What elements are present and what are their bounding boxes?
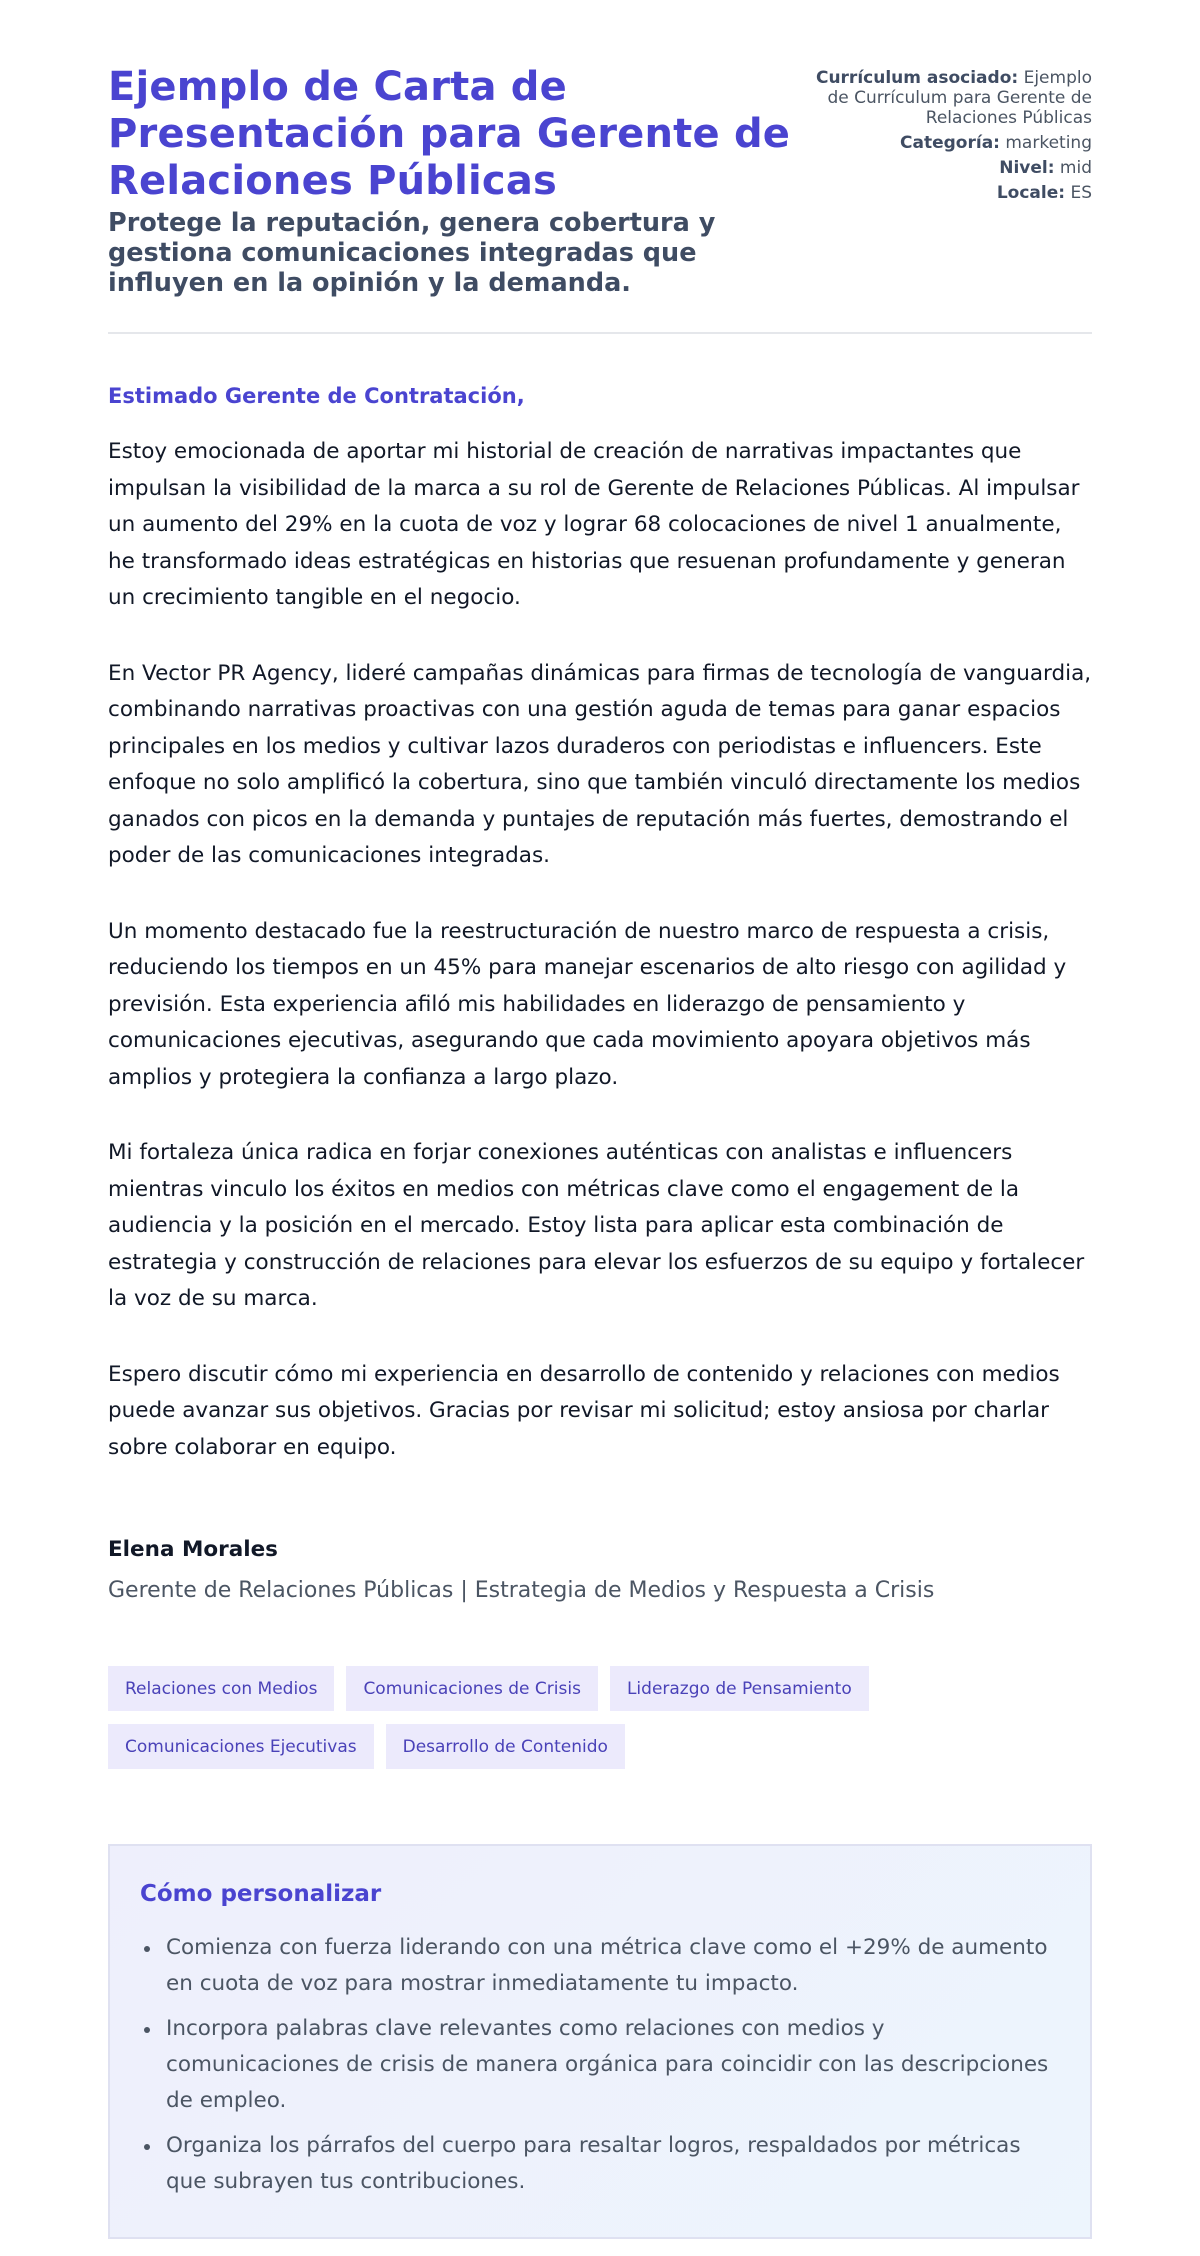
meta-key: Categoría: xyxy=(900,133,1000,153)
letter-paragraph: Espero discutir cómo mi experiencia en desarrollo de contenido y relaciones con medios puede avanzar sus objetivos. Gracias por revisar mi solicitud; estoy ansiosa por charlar sobre colaborar en equipo. xyxy=(108,1361,1060,1460)
customization-tips-box xyxy=(108,1844,1092,2239)
skill-tag: Relaciones con Medios xyxy=(108,1666,334,1711)
meta-value: marketing xyxy=(1005,133,1092,153)
meta-associated-resume xyxy=(802,68,1092,128)
meta-key: Locale: xyxy=(996,183,1066,203)
letter-paragraph: En Vector PR Agency, lideré campañas dinámicas para firmas de tecnología de vanguardia, combinando narrativas proactivas con una gestión aguda de temas para ganar espacios principales en los medios y cultivar lazos duraderos con periodistas e influencers. Este enfoque no solo amplificó la cobertura, sino que también vinculó directamente los medios ganados con picos en la demanda y puntajes de reputación más fuertes, demostrando el poder de las comunicaciones integradas. xyxy=(108,660,1092,868)
skill-tag: Desarrollo de Contenido xyxy=(386,1724,625,1769)
skill-tag: Comunicaciones de Crisis xyxy=(346,1666,598,1711)
signature-title: Gerente de Relaciones Públicas | Estrategia de Medios y Respuesta a Crisis xyxy=(108,1578,935,1603)
tip-item: Comienza con fuerza liderando con una métrica clave como el +29% de aumento en cuota de voz para mostrar inmediatamente tu impacto. xyxy=(140,1930,1060,2002)
meta-key: Currículum asociado: xyxy=(815,68,1019,88)
meta-value: Ejemplo de Currículum para Gerente de Relaciones Públicas xyxy=(827,68,1092,128)
meta-value: ES xyxy=(1070,183,1092,203)
tips-heading: Cómo personalizar xyxy=(140,1881,382,1907)
letter-paragraph: Un momento destacado fue la reestructuración de nuestro marco de respuesta a crisis, reduciendo los tiempos en un 45% para manejar escenarios de alto riesgo con agilidad y previsión. Esta experiencia afiló mis habilidades en liderazgo de pensamiento y comunicaciones ejecutivas, asegurando que cada movimiento apoyara objetivos más amplios y protegiera la confianza a largo plazo. xyxy=(108,918,1067,1090)
letter-paragraph: Estoy emocionada de aportar mi historial de creación de narrativas impactantes que impulsan la visibilidad de la marca a su rol de Gerente de Relaciones Públicas. Al impulsar un aumento del 29% en la cuota de voz y lograr 68 colocaciones de nivel 1 anualmente, he transformado ideas estratégicas en historias que resuenan profundamente y generan un crecimiento tangible en el negocio. xyxy=(108,439,1080,610)
meta-level xyxy=(802,158,1092,178)
metadata-panel xyxy=(802,64,1092,208)
tip-item: Incorpora palabras clave relevantes como relaciones con medios y comunicaciones de crisis de manera orgánica para coincidir con las descripciones de empleo. xyxy=(140,2011,1060,2119)
header-title-block xyxy=(108,64,798,298)
skill-tags xyxy=(108,1666,1008,1769)
tip-item: Organiza los párrafos del cuerpo para resaltar logros, respaldados por métricas que subrayen tus contribuciones. xyxy=(140,2128,1060,2200)
letter-paragraph: Mi fortaleza única radica en forjar conexiones auténticas con analistas e influencers mientras vinculo los éxitos en medios con métricas clave como el engagement de la audiencia y la posición en el mercado. Estoy lista para aplicar esta combinación de estrategia y construcción de relaciones para elevar los esfuerzos de su equipo y fortalecer la voz de su marca. xyxy=(108,1140,1085,1311)
signature-block xyxy=(108,1536,1092,1606)
cover-letter-page xyxy=(108,0,1092,2239)
document-header xyxy=(108,64,1092,334)
letter-section xyxy=(108,382,1092,1606)
meta-value: mid xyxy=(1059,158,1092,178)
page-subtitle: Protege la reputación, genera cobertura y gestiona comunicaciones integradas que influyen en la opinión y la demanda. xyxy=(108,208,716,298)
letter-body xyxy=(108,434,1092,1466)
signature-name: Elena Morales xyxy=(108,1537,278,1562)
skill-tag: Comunicaciones Ejecutivas xyxy=(108,1724,374,1769)
skill-tag: Liderazgo de Pensamiento xyxy=(610,1666,869,1711)
page-title: Ejemplo de Carta de Presentación para Gerente de Relaciones Públicas xyxy=(108,64,791,204)
letter-greeting: Estimado Gerente de Contratación, xyxy=(108,384,525,408)
meta-category xyxy=(802,133,1092,153)
meta-locale xyxy=(802,183,1092,203)
meta-key: Nivel: xyxy=(999,158,1055,178)
tips-list xyxy=(140,1930,1060,2200)
